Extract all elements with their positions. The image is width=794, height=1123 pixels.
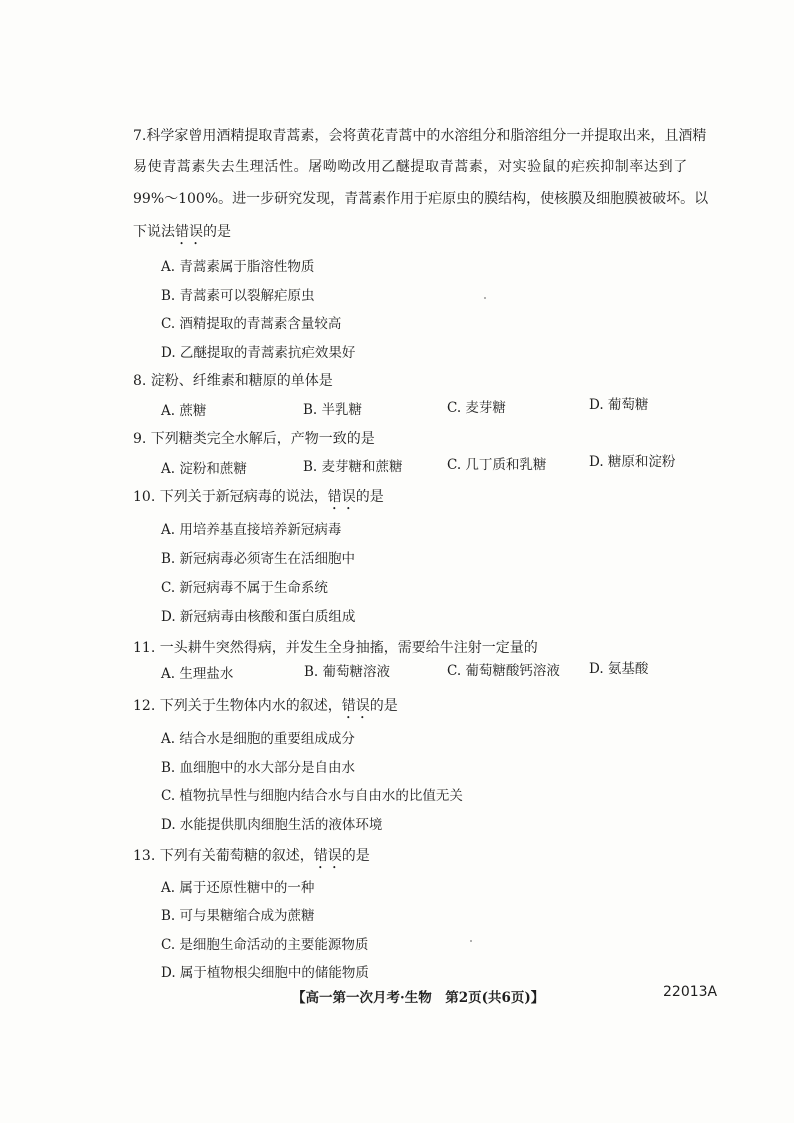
question-13-stem: 13. 下列有关葡萄糖的叙述，错误的是 (133, 848, 370, 864)
emphasis-wrong: 错误 (313, 848, 342, 864)
option-13-d: D. 属于植物根尖细胞中的储能物质 (161, 965, 369, 981)
scan-speck (484, 297, 486, 299)
option-11-c: C. 葡萄糖酸钙溶液 (447, 663, 560, 679)
option-11-d: D. 氨基酸 (589, 661, 649, 677)
option-7-b: B. 青蒿素可以裂解疟原虫 (161, 288, 315, 304)
option-9-c: C. 几丁质和乳糖 (447, 457, 547, 473)
exam-code: 22013A (663, 984, 718, 1000)
option-12-c: C. 植物抗旱性与细胞内结合水与自由水的比值无关 (161, 788, 463, 804)
question-11-stem: 11. 一头耕牛突然得病，并发生全身抽搐，需要给牛注射一定量的 (133, 640, 538, 656)
emphasis-wrong: 错误 (341, 698, 370, 714)
option-9-a: A. 淀粉和蔗糖 (161, 461, 247, 477)
question-9-stem: 9. 下列糖类完全水解后，产物一致的是 (133, 431, 375, 447)
question-7-line-3: 99%～100%。进一步研究发现，青蒿素作用于疟原虫的膜结构，使核膜及细胞膜被破坏。以 (133, 191, 709, 207)
option-12-d: D. 水能提供肌肉细胞生活的液体环境 (161, 817, 383, 833)
emphasis-wrong: 错误 (327, 489, 356, 505)
option-13-a: A. 属于还原性糖中的一种 (161, 880, 315, 896)
scan-speck (470, 940, 472, 942)
option-13-c: C. 是细胞生命活动的主要能源物质 (161, 937, 369, 953)
option-9-b: B. 麦芽糖和蔗糖 (303, 459, 403, 475)
question-12-stem: 12. 下列关于生物体内水的叙述，错误的是 (133, 698, 398, 714)
option-7-a: A. 青蒿素属于脂溶性物质 (161, 259, 315, 275)
option-12-a: A. 结合水是细胞的重要组成成分 (161, 731, 355, 747)
option-9-d: D. 糖原和淀粉 (589, 454, 676, 470)
option-11-b: B. 葡萄糖溶液 (304, 664, 391, 680)
option-10-c: C. 新冠病毒不属于生命系统 (161, 580, 328, 596)
page-footer: 【高一第一次月考·生物 第2页(共6页)】 (292, 990, 545, 1006)
option-13-b: B. 可与果糖缩合成为蔗糖 (161, 908, 315, 924)
option-11-a: A. 生理盐水 (161, 666, 234, 682)
option-7-c: C. 酒精提取的青蒿素含量较高 (161, 316, 342, 332)
question-10-stem: 10. 下列关于新冠病毒的说法，错误的是 (133, 489, 384, 505)
option-8-d: D. 葡萄糖 (589, 397, 649, 413)
option-8-a: A. 蔗糖 (161, 403, 207, 419)
option-8-c: C. 麦芽糖 (447, 400, 506, 416)
option-10-a: A. 用培养基直接培养新冠病毒 (161, 522, 342, 538)
question-8-stem: 8. 淀粉、纤维素和糖原的单体是 (133, 373, 333, 389)
option-7-d: D. 乙醚提取的青蒿素抗疟效果好 (161, 345, 356, 361)
question-7-line-4: 下说法错误的是 (133, 224, 231, 240)
option-10-d: D. 新冠病毒由核酸和蛋白质组成 (161, 609, 356, 625)
question-7-line-2: 易使青蒿素失去生理活性。屠呦呦改用乙醚提取青蒿素，对实验鼠的疟疾抑制率达到了 (133, 159, 688, 175)
option-10-b: B. 新冠病毒必须寄生在活细胞中 (161, 551, 356, 567)
question-7-line-1: 7.科学家曾用酒精提取青蒿素，会将黄花青蒿中的水溶组分和脂溶组分一并提取出来，且酒精 (133, 128, 707, 144)
emphasis-wrong: 错误 (175, 224, 203, 240)
option-8-b: B. 半乳糖 (303, 402, 363, 418)
option-12-b: B. 血细胞中的水大部分是自由水 (161, 760, 356, 776)
